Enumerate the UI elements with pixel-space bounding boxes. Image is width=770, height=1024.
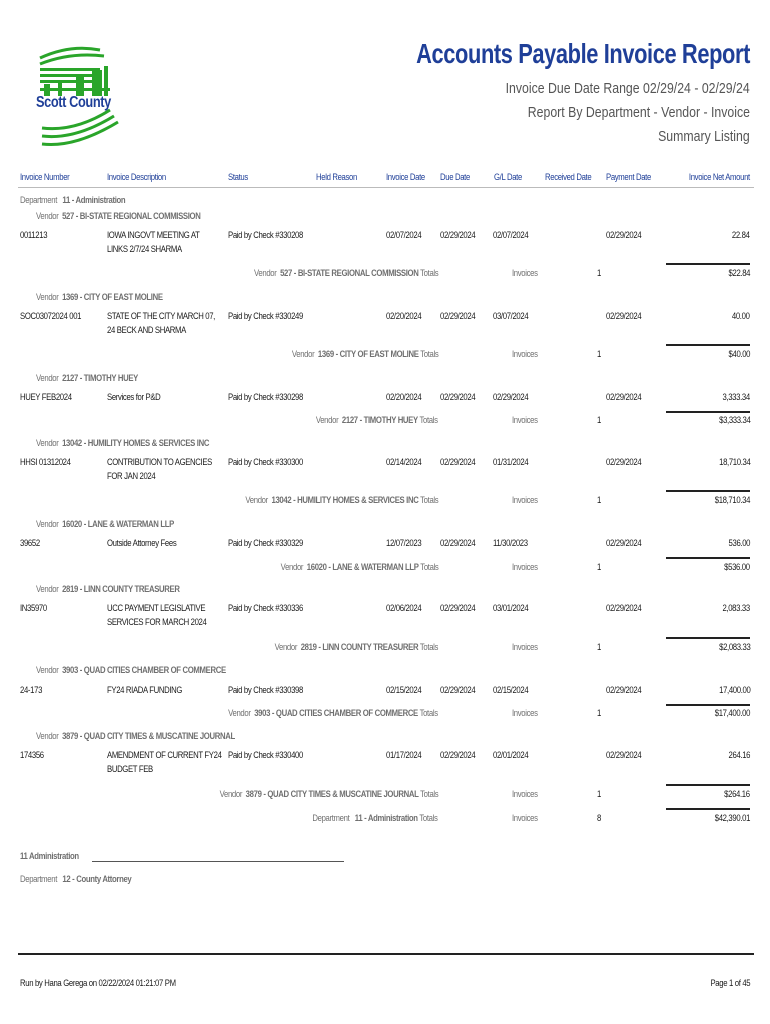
invoice-date: 02/14/2024 bbox=[386, 457, 422, 467]
vendor-totals-name: 2819 - LINN COUNTY TREASURER bbox=[300, 642, 419, 652]
next-department-name: 12 - County Attorney bbox=[62, 874, 132, 884]
vendor-heading bbox=[36, 373, 138, 383]
vendor-label: Vendor bbox=[36, 584, 59, 594]
report-type: Summary Listing bbox=[658, 128, 750, 145]
invoice-net-amount: 22.84 bbox=[732, 230, 750, 240]
payment-date: 02/29/2024 bbox=[606, 392, 642, 402]
invoice-date: 02/15/2024 bbox=[386, 685, 422, 695]
invoice-net-amount: 264.16 bbox=[728, 750, 750, 760]
vendor-total-amount: $3,333.34 bbox=[718, 415, 750, 425]
vendor-totals-word: Totals bbox=[419, 562, 438, 572]
vendor-totals-word: Totals bbox=[419, 349, 438, 359]
invoice-net-amount: 40.00 bbox=[732, 311, 750, 321]
invoice-status: Paid by Check #330329 bbox=[228, 538, 303, 548]
col-due-date: Due Date bbox=[440, 172, 470, 182]
vendor-label: Vendor bbox=[36, 438, 59, 448]
invoice-status: Paid by Check #330336 bbox=[228, 603, 303, 613]
vendor-invoices-label: Invoices bbox=[512, 642, 538, 652]
vendor-label: Vendor bbox=[36, 292, 59, 302]
department-label: Department bbox=[20, 195, 58, 205]
vendor-total-rule bbox=[666, 263, 750, 265]
invoice-net-amount: 18,710.34 bbox=[718, 457, 750, 467]
invoice-number: HUEY FEB2024 bbox=[20, 392, 72, 402]
dept-invoices-label: Invoices bbox=[512, 813, 538, 823]
due-date: 02/29/2024 bbox=[440, 750, 476, 760]
vendor-totals-label: Vendor bbox=[228, 708, 251, 718]
vendor-totals-caption bbox=[245, 495, 438, 505]
invoice-number: HHSI 01312024 bbox=[20, 457, 71, 467]
vendor-heading bbox=[36, 292, 163, 302]
col-payment-date: Payment Date bbox=[606, 172, 651, 182]
vendor-invoices-label: Invoices bbox=[512, 495, 538, 505]
vendor-invoice-count: 1 bbox=[597, 415, 601, 425]
payment-date: 02/29/2024 bbox=[606, 603, 642, 613]
report-date-range: Invoice Due Date Range 02/29/24 - 02/29/24 bbox=[505, 80, 750, 97]
vendor-invoices-label: Invoices bbox=[512, 415, 538, 425]
next-department-heading bbox=[20, 874, 131, 884]
gl-date: 02/01/2024 bbox=[493, 750, 529, 760]
vendor-invoice-count: 1 bbox=[597, 268, 601, 278]
invoice-date: 02/20/2024 bbox=[386, 392, 422, 402]
vendor-totals-word: Totals bbox=[419, 495, 438, 505]
department-heading bbox=[20, 195, 125, 205]
vendor-invoices-label: Invoices bbox=[512, 268, 538, 278]
due-date: 02/29/2024 bbox=[440, 392, 476, 402]
payment-date: 02/29/2024 bbox=[606, 311, 642, 321]
vendor-totals-word: Totals bbox=[419, 708, 438, 718]
vendor-label: Vendor bbox=[36, 519, 59, 529]
vendor-heading bbox=[36, 438, 209, 448]
vendor-name: 2127 - TIMOTHY HUEY bbox=[62, 373, 138, 383]
vendor-total-rule bbox=[666, 490, 750, 492]
dept-total-label: Department bbox=[312, 813, 350, 823]
vendor-invoice-count: 1 bbox=[597, 789, 601, 799]
vendor-totals-caption bbox=[316, 415, 438, 425]
footer-rule bbox=[18, 953, 754, 955]
invoice-net-amount: 2,083.33 bbox=[722, 603, 750, 613]
department-totals-caption bbox=[313, 813, 438, 823]
logo-text: Scott County bbox=[36, 94, 111, 111]
vendor-totals-caption bbox=[275, 642, 438, 652]
col-status: Status bbox=[228, 172, 248, 182]
vendor-total-amount: $264.16 bbox=[724, 789, 750, 799]
scott-county-logo bbox=[30, 40, 130, 155]
gl-date: 03/01/2024 bbox=[493, 603, 529, 613]
due-date: 02/29/2024 bbox=[440, 230, 476, 240]
invoice-status: Paid by Check #330298 bbox=[228, 392, 303, 402]
invoice-description-line1: IOWA INGOVT MEETING AT bbox=[107, 230, 200, 240]
invoice-status: Paid by Check #330398 bbox=[228, 685, 303, 695]
col-received-date: Received Date bbox=[545, 172, 592, 182]
department-name: 11 - Administration bbox=[62, 195, 126, 205]
col-invoice-date: Invoice Date bbox=[386, 172, 425, 182]
vendor-label: Vendor bbox=[36, 211, 59, 221]
report-grouping: Report By Department - Vendor - Invoice bbox=[527, 104, 750, 121]
vendor-total-rule bbox=[666, 411, 750, 413]
vendor-heading bbox=[36, 665, 226, 675]
vendor-invoice-count: 1 bbox=[597, 495, 601, 505]
invoice-net-amount: 3,333.34 bbox=[722, 392, 750, 402]
vendor-totals-word: Totals bbox=[419, 642, 438, 652]
vendor-name: 3903 - QUAD CITIES CHAMBER OF COMMERCE bbox=[62, 665, 226, 675]
payment-date: 02/29/2024 bbox=[606, 230, 642, 240]
invoice-description-line2: 24 BECK AND SHARMA bbox=[107, 325, 186, 335]
header-divider bbox=[18, 187, 754, 188]
vendor-totals-name: 16020 - LANE & WATERMAN LLP bbox=[306, 562, 419, 572]
vendor-total-amount: $2,083.33 bbox=[718, 642, 750, 652]
invoice-description-line1: Services for P&D bbox=[107, 392, 161, 402]
vendor-totals-caption bbox=[228, 708, 438, 718]
invoice-status: Paid by Check #330400 bbox=[228, 750, 303, 760]
vendor-name: 13042 - HUMILITY HOMES & SERVICES INC bbox=[62, 438, 210, 448]
due-date: 02/29/2024 bbox=[440, 685, 476, 695]
vendor-invoices-label: Invoices bbox=[512, 708, 538, 718]
vendor-totals-word: Totals bbox=[419, 268, 438, 278]
payment-date: 02/29/2024 bbox=[606, 750, 642, 760]
vendor-totals-name: 3879 - QUAD CITY TIMES & MUSCATINE JOURNAL bbox=[245, 789, 419, 799]
payment-date: 02/29/2024 bbox=[606, 685, 642, 695]
due-date: 02/29/2024 bbox=[440, 457, 476, 467]
vendor-label: Vendor bbox=[36, 731, 59, 741]
invoice-number: IN35970 bbox=[20, 603, 47, 613]
vendor-totals-name: 13042 - HUMILITY HOMES & SERVICES INC bbox=[271, 495, 419, 505]
vendor-totals-label: Vendor bbox=[245, 495, 268, 505]
footer-run-by: Run by Hana Gerega on 02/22/2024 01:21:07 PM bbox=[20, 978, 176, 988]
vendor-total-rule bbox=[666, 557, 750, 559]
invoice-description-line2: BUDGET FEB bbox=[107, 764, 153, 774]
next-department-label: Department bbox=[20, 874, 58, 884]
vendor-total-amount: $536.00 bbox=[724, 562, 750, 572]
invoice-date: 12/07/2023 bbox=[386, 538, 422, 548]
vendor-totals-label: Vendor bbox=[316, 415, 339, 425]
invoice-description-line1: UCC PAYMENT LEGISLATIVE bbox=[107, 603, 206, 613]
vendor-total-rule bbox=[666, 637, 750, 639]
vendor-totals-label: Vendor bbox=[274, 642, 298, 652]
vendor-label: Vendor bbox=[36, 373, 59, 383]
dept-total-amount: $42,390.01 bbox=[714, 813, 750, 823]
vendor-totals-label: Vendor bbox=[280, 562, 303, 572]
vendor-totals-caption bbox=[254, 268, 438, 278]
vendor-invoice-count: 1 bbox=[597, 708, 601, 718]
vendor-heading bbox=[36, 584, 180, 594]
invoice-description-line1: AMENDMENT OF CURRENT FY24 bbox=[107, 750, 222, 760]
vendor-totals-word: Totals bbox=[419, 415, 438, 425]
due-date: 02/29/2024 bbox=[440, 311, 476, 321]
vendor-total-rule bbox=[666, 704, 750, 706]
vendor-totals-label: Vendor bbox=[253, 268, 277, 278]
gl-date: 02/29/2024 bbox=[493, 392, 529, 402]
vendor-name: 527 - BI-STATE REGIONAL COMMISSION bbox=[62, 211, 201, 221]
invoice-net-amount: 17,400.00 bbox=[718, 685, 750, 695]
invoice-date: 02/07/2024 bbox=[386, 230, 422, 240]
col-held-reason: Held Reason bbox=[316, 172, 357, 182]
vendor-totals-word: Totals bbox=[419, 789, 438, 799]
vendor-total-amount: $22.84 bbox=[728, 268, 750, 278]
vendor-invoice-count: 1 bbox=[597, 349, 601, 359]
vendor-name: 3879 - QUAD CITY TIMES & MUSCATINE JOURNAL bbox=[62, 731, 235, 741]
vendor-name: 1369 - CITY OF EAST MOLINE bbox=[62, 292, 163, 302]
vendor-totals-name: 2127 - TIMOTHY HUEY bbox=[342, 415, 419, 425]
col-gl-date: G/L Date bbox=[494, 172, 522, 182]
vendor-label: Vendor bbox=[36, 665, 59, 675]
vendor-name: 16020 - LANE & WATERMAN LLP bbox=[62, 519, 174, 529]
vendor-totals-name: 527 - BI-STATE REGIONAL COMMISSION bbox=[279, 268, 419, 278]
due-date: 02/29/2024 bbox=[440, 603, 476, 613]
payment-date: 02/29/2024 bbox=[606, 538, 642, 548]
vendor-total-amount: $40.00 bbox=[728, 349, 750, 359]
signature-line bbox=[92, 861, 344, 862]
vendor-total-amount: $17,400.00 bbox=[714, 708, 750, 718]
vendor-totals-caption bbox=[291, 349, 438, 359]
invoice-number: 0011213 bbox=[20, 230, 48, 240]
vendor-invoices-label: Invoices bbox=[512, 789, 538, 799]
vendor-totals-name: 1369 - CITY OF EAST MOLINE bbox=[317, 349, 419, 359]
vendor-name: 2819 - LINN COUNTY TREASURER bbox=[62, 584, 180, 594]
report-title: Accounts Payable Invoice Report bbox=[416, 38, 750, 69]
dept-total-name: 11 - Administration bbox=[355, 813, 419, 823]
vendor-totals-label: Vendor bbox=[219, 789, 242, 799]
col-invoice-number: Invoice Number bbox=[20, 172, 70, 182]
invoice-status: Paid by Check #330300 bbox=[228, 457, 303, 467]
invoice-description-line2: FOR JAN 2024 bbox=[107, 471, 156, 481]
gl-date: 02/15/2024 bbox=[493, 685, 529, 695]
vendor-total-amount: $18,710.34 bbox=[714, 495, 750, 505]
vendor-totals-caption bbox=[219, 789, 438, 799]
invoice-date: 01/17/2024 bbox=[386, 750, 422, 760]
invoice-description-line1: CONTRIBUTION TO AGENCIES bbox=[107, 457, 213, 467]
invoice-number: 39652 bbox=[20, 538, 40, 548]
col-invoice-description: Invoice Description bbox=[107, 172, 166, 182]
footer-page-number: Page 1 of 45 bbox=[710, 978, 750, 988]
signature-label: 11 Administration bbox=[20, 851, 79, 861]
department-total-rule bbox=[666, 808, 750, 810]
invoice-description-line2: LINKS 2/7/24 SHARMA bbox=[107, 244, 182, 254]
invoice-description-line2: SERVICES FOR MARCH 2024 bbox=[107, 617, 207, 627]
due-date: 02/29/2024 bbox=[440, 538, 476, 548]
vendor-total-rule bbox=[666, 344, 750, 346]
dept-total-totals-word: Totals bbox=[419, 813, 438, 823]
vendor-invoice-count: 1 bbox=[597, 562, 601, 572]
vendor-total-rule bbox=[666, 784, 750, 786]
vendor-totals-caption bbox=[280, 562, 438, 572]
vendor-heading bbox=[36, 519, 174, 529]
vendor-invoices-label: Invoices bbox=[512, 562, 538, 572]
col-invoice-net-amount: Invoice Net Amount bbox=[689, 172, 750, 182]
gl-date: 01/31/2024 bbox=[493, 457, 529, 467]
vendor-heading bbox=[36, 731, 235, 741]
invoice-number: SOC03072024 001 bbox=[20, 311, 82, 321]
gl-date: 02/07/2024 bbox=[493, 230, 529, 240]
invoice-description-line1: STATE OF THE CITY MARCH 07, bbox=[107, 311, 215, 321]
vendor-invoices-label: Invoices bbox=[512, 349, 538, 359]
vendor-invoice-count: 1 bbox=[597, 642, 601, 652]
invoice-date: 02/06/2024 bbox=[386, 603, 422, 613]
invoice-status: Paid by Check #330249 bbox=[228, 311, 303, 321]
invoice-status: Paid by Check #330208 bbox=[228, 230, 303, 240]
invoice-date: 02/20/2024 bbox=[386, 311, 422, 321]
invoice-description-line1: Outside Attorney Fees bbox=[107, 538, 177, 548]
gl-date: 11/30/2023 bbox=[493, 538, 528, 548]
dept-invoice-count: 8 bbox=[597, 813, 601, 823]
invoice-description-line1: FY24 RIADA FUNDING bbox=[107, 685, 183, 695]
invoice-number: 174356 bbox=[20, 750, 44, 760]
vendor-heading bbox=[36, 211, 200, 221]
vendor-totals-label: Vendor bbox=[291, 349, 314, 359]
invoice-number: 24-173 bbox=[20, 685, 43, 695]
gl-date: 03/07/2024 bbox=[493, 311, 529, 321]
invoice-net-amount: 536.00 bbox=[728, 538, 750, 548]
vendor-totals-name: 3903 - QUAD CITIES CHAMBER OF COMMERCE bbox=[254, 708, 419, 718]
payment-date: 02/29/2024 bbox=[606, 457, 642, 467]
